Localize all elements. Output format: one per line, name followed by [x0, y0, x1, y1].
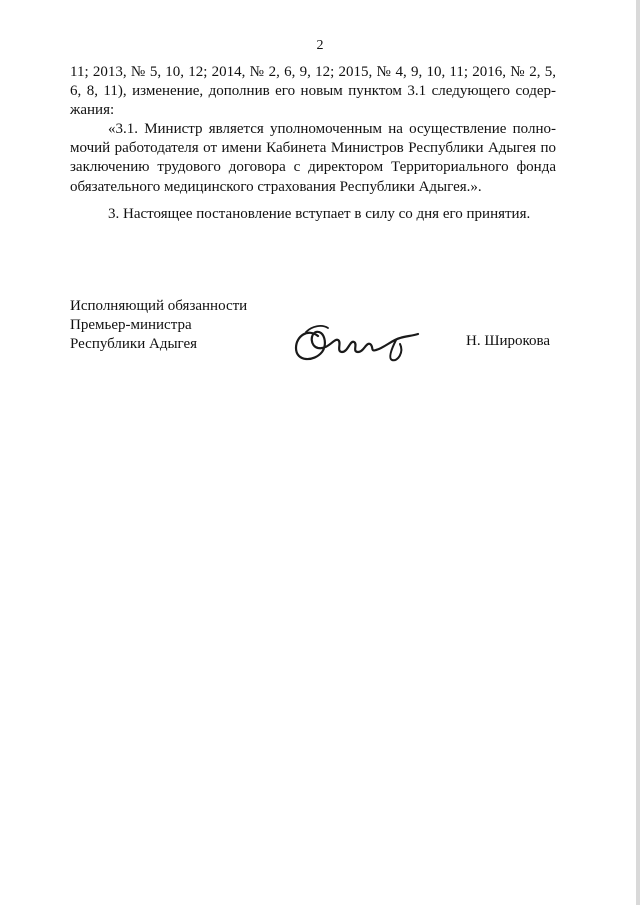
text-line: заключению трудового договора с директором Территориального фонда: [70, 159, 556, 176]
signatory-line: Премьер-министра: [70, 317, 192, 334]
signatory-title: [70, 297, 247, 355]
signatory-line: Исполняющий обязанности: [70, 298, 248, 314]
text-line: обязательного медицинского страхования Республики Адыгея.».: [70, 178, 482, 195]
signer-name: Н. Широкова: [466, 333, 551, 349]
text-line: «3.1. Министр является уполномоченным на осуществление полно-: [108, 121, 556, 137]
text-line: 6, 8, 11), изменение, дополнив его новым пунктом 3.1 следующего содер-: [70, 83, 556, 100]
text-line: жания:: [70, 102, 115, 119]
text-line: 11; 2013, № 5, 10, 12; 2014, № 2, 6, 9, 12; 2015, № 4, 9, 10, 11; 2016, № 2, 5,: [70, 64, 556, 80]
text-line: 3. Настоящее постановление вступает в силу со дня его принятия.: [108, 206, 531, 222]
paragraph-amendment: [70, 63, 556, 121]
paragraph-effective-date: [70, 205, 556, 224]
page-number: 2: [316, 38, 324, 53]
text-line: мочий работодателя от имени Кабинета Министров Республики Адыгея по: [70, 140, 556, 157]
paragraph-clause-3-1: [70, 120, 556, 197]
handwritten-signature: [288, 318, 428, 368]
page-edge: [636, 0, 640, 905]
signatory-line: Республики Адыгея: [70, 336, 198, 353]
